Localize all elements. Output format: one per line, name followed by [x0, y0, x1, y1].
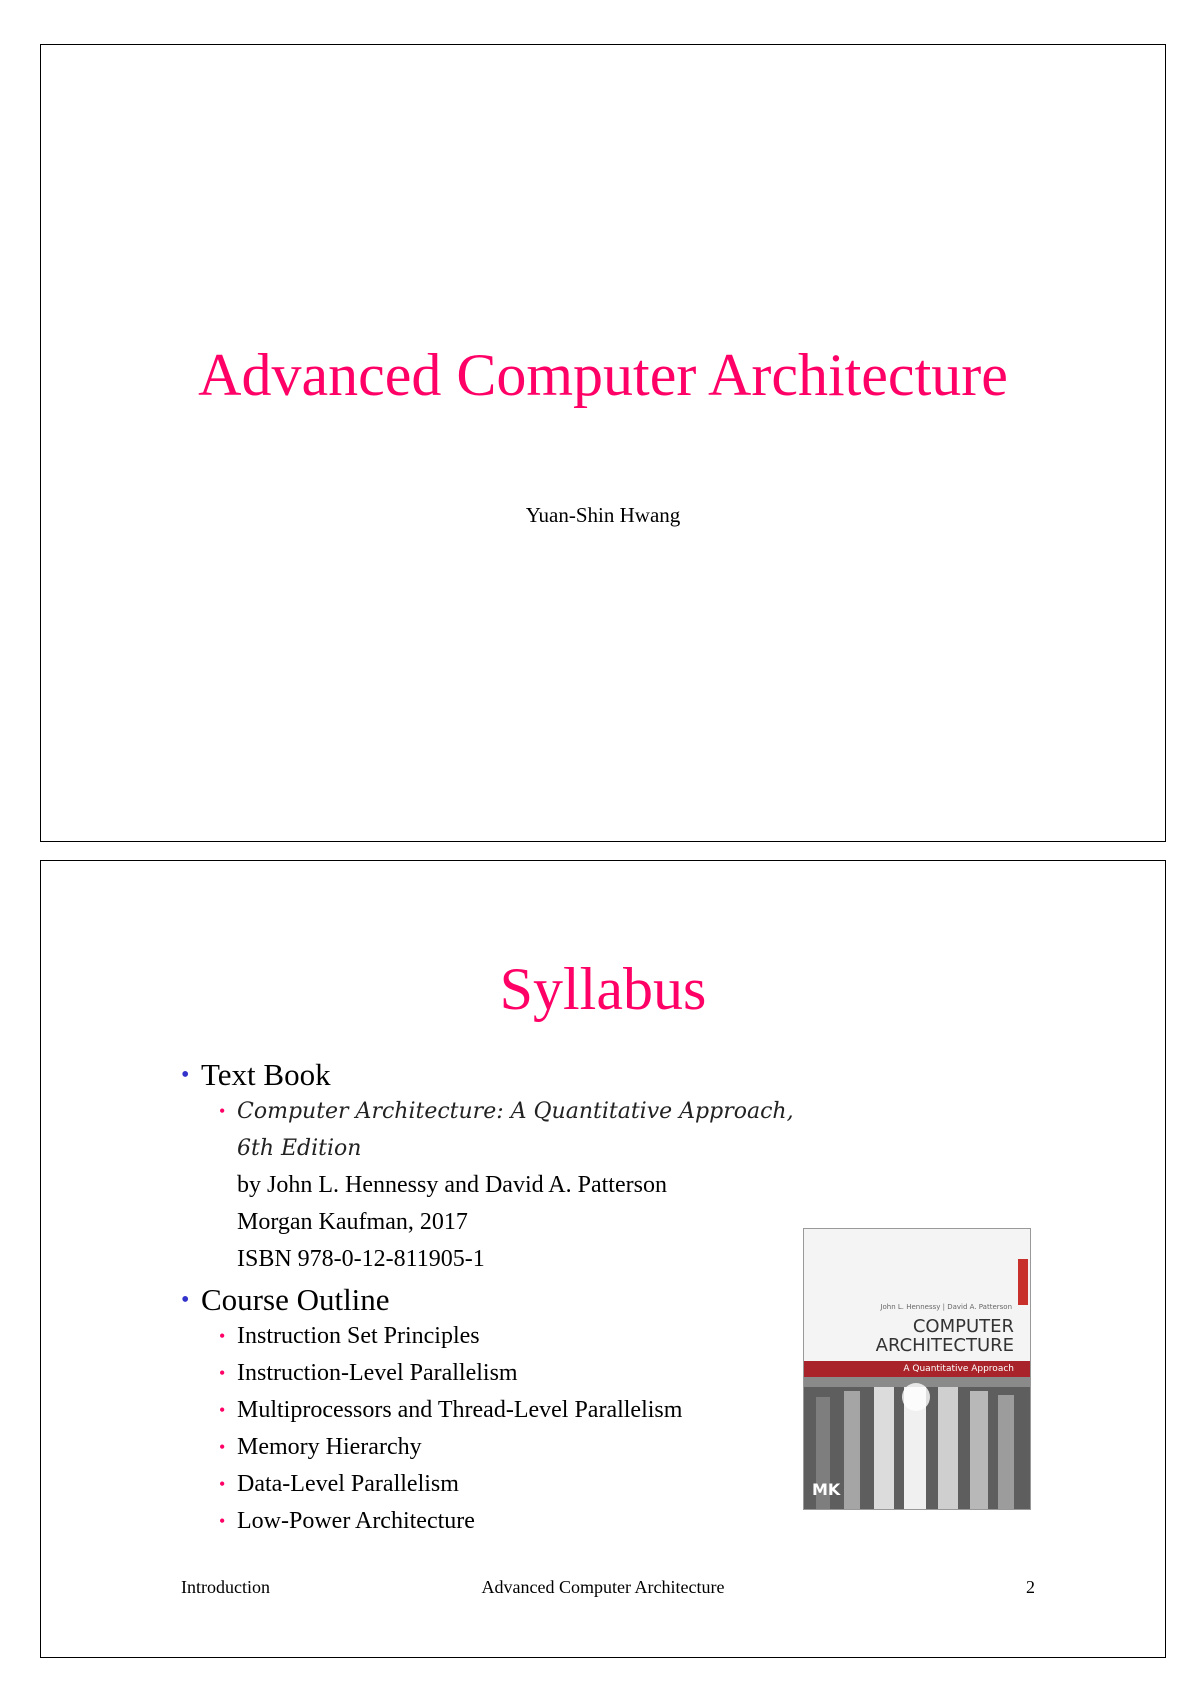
slide-2-title: Syllabus	[499, 956, 707, 1022]
publisher-logo: MK	[812, 1480, 841, 1499]
text-book-heading: Text Book	[201, 1057, 331, 1092]
cover-subtitle: A Quantitative Approach	[804, 1361, 1030, 1377]
course-outline-heading: Course Outline	[201, 1282, 390, 1317]
slide-1-author: Yuan-Shin Hwang	[525, 503, 681, 527]
bullet-dot-icon: •	[219, 1363, 226, 1383]
outline-item-label: Multiprocessors and Thread-Level Parallelism	[237, 1397, 683, 1423]
slide-1-title: Advanced Computer Architecture	[198, 342, 1008, 408]
cover-columns-photo	[804, 1377, 1030, 1509]
cover-title-line-2: ARCHITECTURE	[875, 1335, 1014, 1356]
outline-item-label: Instruction-Level Parallelism	[237, 1360, 518, 1386]
bullet-dot-icon: •	[219, 1326, 226, 1346]
slide-1	[40, 44, 1166, 842]
book-title: Computer Architecture: A Quantitative Approach, 6th Edition	[237, 1099, 794, 1161]
outline-item	[181, 1429, 801, 1466]
outline-item	[181, 1466, 801, 1503]
bullet-dot-icon: •	[219, 1511, 226, 1531]
bullet-course-outline	[181, 1282, 801, 1318]
bullet-dot-icon: •	[219, 1474, 226, 1494]
syllabus-bullets	[181, 1053, 801, 1540]
cover-title	[876, 1317, 1014, 1355]
footer-course: Advanced Computer Architecture	[481, 1577, 725, 1597]
outline-item-label: Memory Hierarchy	[237, 1434, 422, 1460]
bullet-dot-icon: •	[219, 1437, 226, 1457]
footer-page-number: 2	[1026, 1577, 1035, 1597]
cover-authors: John L. Hennessy | David A. Patterson	[880, 1303, 1012, 1311]
bullet-book-title	[181, 1093, 801, 1167]
outline-item-label: Low-Power Architecture	[237, 1508, 475, 1534]
bullet-dot-icon: •	[181, 1062, 190, 1088]
book-publisher: Morgan Kaufman, 2017	[237, 1209, 468, 1235]
outline-item	[181, 1355, 801, 1392]
bullet-text-book	[181, 1057, 801, 1093]
outline-item	[181, 1318, 801, 1355]
outline-item	[181, 1503, 801, 1540]
book-isbn: ISBN 978-0-12-811905-1	[237, 1246, 485, 1272]
outline-item	[181, 1392, 801, 1429]
edition-tab	[1018, 1259, 1028, 1305]
bullet-dot-icon: •	[219, 1101, 226, 1121]
bullet-dot-icon: •	[219, 1400, 226, 1420]
book-cover-image	[803, 1228, 1031, 1510]
cover-title-line-1: COMPUTER	[912, 1316, 1014, 1337]
outline-item-label: Instruction Set Principles	[237, 1323, 480, 1349]
slide-2	[40, 860, 1166, 1658]
footer-section: Introduction	[181, 1577, 270, 1597]
book-authors: by John L. Hennessy and David A. Patterson	[237, 1172, 667, 1198]
outline-item-label: Data-Level Parallelism	[237, 1471, 459, 1497]
bullet-dot-icon: •	[181, 1287, 190, 1313]
